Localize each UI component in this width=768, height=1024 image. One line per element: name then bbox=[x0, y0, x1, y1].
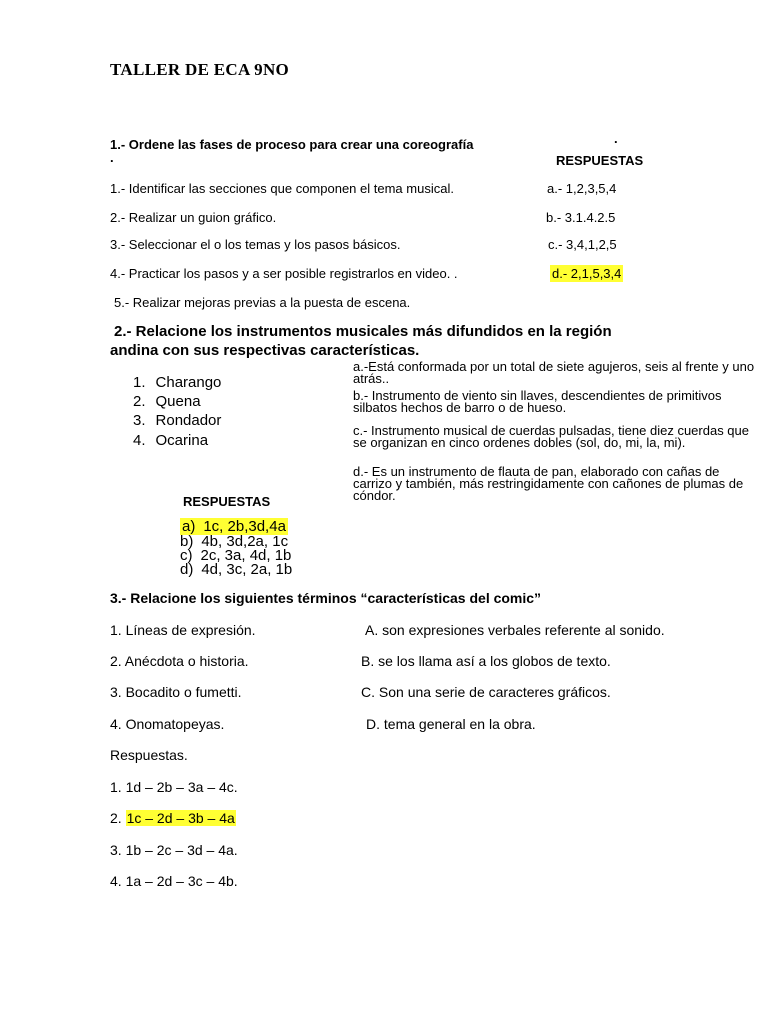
option-c: c.- 3,4,1,2,5 bbox=[548, 237, 617, 252]
term-3: 3. Bocadito o fumetti. bbox=[110, 684, 242, 700]
page-title: TALLER DE ECA 9NO bbox=[110, 60, 290, 79]
section1-heading-dot-left: . bbox=[110, 150, 114, 165]
instrument-list-item: 2. Quena bbox=[133, 393, 201, 410]
section3-heading: 3.- Relacione los siguientes términos “características del comic” bbox=[110, 590, 542, 606]
definition-a: A. son expresiones verbales referente al sonido. bbox=[365, 622, 665, 638]
instrument-list-item: 1. Charango bbox=[133, 374, 222, 391]
section3-answer-1: 1. 1d – 2b – 3a – 4c. bbox=[110, 779, 238, 795]
step-3: 3.- Seleccionar el o los temas y los pasos básicos. bbox=[110, 237, 401, 252]
section2-answers-label: RESPUESTAS bbox=[183, 494, 271, 509]
section2-answer-d: d) 4d, 3c, 2a, 1b bbox=[180, 561, 293, 578]
step-5: 5.- Realizar mejoras previas a la puesta de escena. bbox=[114, 295, 411, 310]
section2-answer-c: c) 2c, 3a, 4d, 1b bbox=[180, 547, 292, 564]
section2-answer-b: b) 4b, 3d,2a, 1c bbox=[180, 533, 289, 550]
term-4: 4. Onomatopeyas. bbox=[110, 716, 225, 732]
section3-answer-4: 4. 1a – 2d – 3c – 4b. bbox=[110, 873, 238, 889]
step-2: 2.- Realizar un guion gráfico. bbox=[110, 210, 277, 225]
characteristic-c: c.- Instrumento musical de cuerdas pulsadas, tiene diez cuerdas que se organizan en cinco ordenes dobles (sol, do, mi, la, mi). bbox=[353, 423, 749, 450]
instrument-list-item: 4. Ocarina bbox=[133, 432, 209, 449]
definition-b: B. se los llama así a los globos de texto. bbox=[361, 653, 611, 669]
section2-answer-a: a) 1c, 2b,3d,4a bbox=[182, 518, 286, 535]
section2-heading-line2: andina con sus respectivas características. bbox=[110, 342, 420, 359]
step-1: 1.- Identificar las secciones que componen el tema musical. bbox=[110, 181, 454, 196]
section1-heading: 1.- Ordene las fases de proceso para crear una coreografía bbox=[110, 137, 474, 152]
option-a: a.- 1,2,3,5,4 bbox=[547, 181, 617, 196]
section1-heading-dot-right: . bbox=[614, 131, 618, 146]
step-4: 4.- Practicar los pasos y a ser posible registrarlos en video. . bbox=[110, 266, 458, 281]
characteristic-b: b.- Instrumento de viento sin llaves, descendientes de primitivos silbatos hechos de barro o de hueso. bbox=[353, 388, 722, 415]
option-d-highlighted: d.- 2,1,5,3,4 bbox=[552, 266, 622, 281]
section3-answer-2: 2. 1c – 2d – 3b – 4a bbox=[110, 810, 235, 826]
section2-heading-line1: 2.- Relacione los instrumentos musicales más difundidos en la región bbox=[114, 323, 612, 340]
option-b: b.- 3.1.4.2.5 bbox=[546, 210, 616, 225]
term-2: 2. Anécdota o historia. bbox=[110, 653, 249, 669]
section3-answers-label: Respuestas. bbox=[110, 747, 188, 763]
characteristic-a: a.-Está conformada por un total de siete agujeros, seis al frente y uno atrás.. bbox=[353, 359, 755, 386]
instrument-list-item: 3. Rondador bbox=[133, 412, 222, 429]
characteristic-d: d.- Es un instrumento de flauta de pan, elaborado con cañas de carrizo y también, más restringidamente con cañones de plumas de cóndor. bbox=[353, 464, 744, 503]
definition-c: C. Son una serie de caracteres gráficos. bbox=[361, 684, 611, 700]
section1-answers-label: RESPUESTAS bbox=[556, 153, 644, 168]
definition-d: D. tema general en la obra. bbox=[366, 716, 536, 732]
section3-answer-3: 3. 1b – 2c – 3d – 4a. bbox=[110, 842, 238, 858]
term-1: 1. Líneas de expresión. bbox=[110, 622, 256, 638]
